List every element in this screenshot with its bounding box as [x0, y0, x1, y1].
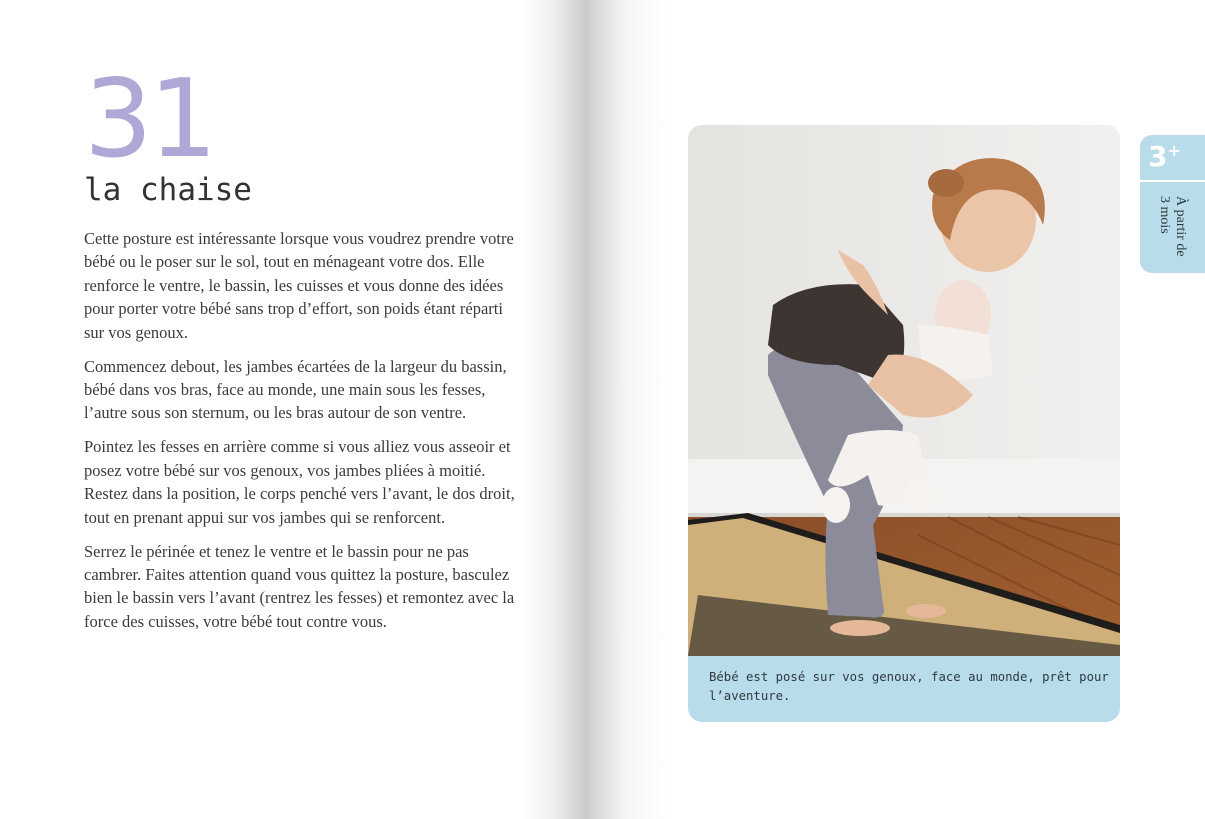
photo-illustration — [688, 125, 1120, 656]
chapter-number: 31 — [84, 57, 214, 182]
paragraph: Cette posture est intéressante lorsque vous voudrez prendre votre bébé ou le poser sur le sol, tout en ménageant votre dos. Elle renforce le ventre, le bassin, les cuisses et vous donne des idées pour porter votre bébé sans trop d’effort, son poids étant réparti sur vos genoux. — [84, 229, 514, 342]
photo-card — [688, 125, 1120, 722]
age-badge — [1148, 140, 1181, 173]
photo-mother-baby-chair-pose — [688, 125, 1120, 656]
age-badge-plus: + — [1167, 141, 1181, 160]
photo-caption: Bébé est posé sur vos genoux, face au monde, prêt pour l’aventure. — [709, 670, 1109, 703]
age-label: À partir de 3 mois — [1157, 196, 1188, 257]
paragraph: Serrez le périnée et tenez le ventre et le bassin pour ne pas cambrer. Faites attention quand vous quittez la posture, basculez bien le bassin vers l’avant (rentrez les fesses) et remontez avec la force des cuisses, votre bébé tout contre vous. — [84, 541, 515, 631]
paragraph: Pointez les fesses en arrière comme si vous alliez vous asseoir et posez votre bébé sur vos genoux, vos jambes pliées à moitié. Restez dans la position, le corps penché vers l’avant, le dos droit, tout en prenant appui sur vos jambes qui se renforcent. — [84, 437, 515, 527]
paragraph: Commencez debout, les jambes écartées de la largeur du bassin, bébé dans vos bras, face au monde, une main sous les fesses, l’autre sous son sternum, ou les bras autour de son ventre. — [84, 356, 507, 423]
age-badge-number: 3 — [1148, 140, 1168, 173]
chapter-title: la chaise — [84, 172, 252, 208]
book-gutter — [520, 0, 670, 819]
age-tab-divider — [1140, 180, 1205, 182]
body-text — [84, 227, 524, 644]
left-page — [0, 0, 600, 819]
